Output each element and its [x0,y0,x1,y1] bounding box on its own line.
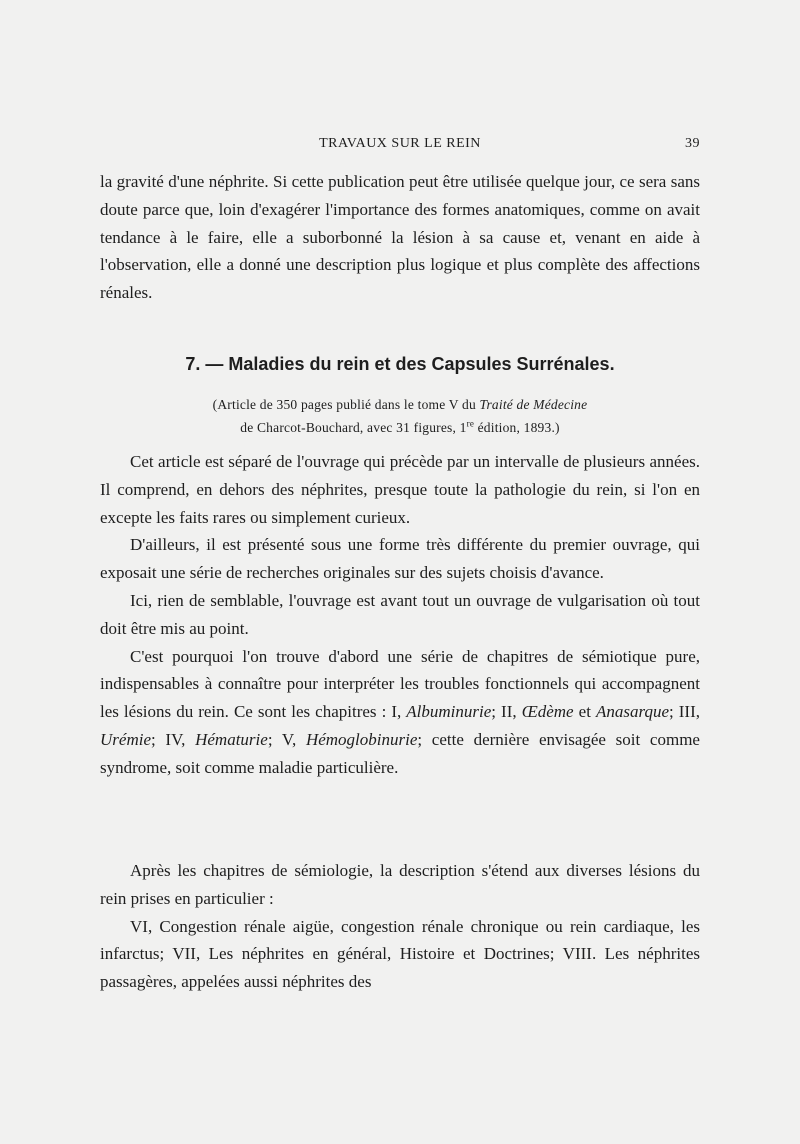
chapters-text: ; II, [491,702,522,722]
body-text-block-2 [100,857,700,996]
chapter-name: Hématurie [195,729,268,749]
body-paragraph: D'ailleurs, il est présenté sous une forme très différente du premier ouvrage, qui exposait une série de recherches originales sur des sujets choisis d'avance. [100,535,700,583]
citation [100,393,700,439]
chapter-name: Albuminurie [406,702,492,722]
chapter-name: Hémoglobinurie [305,729,418,749]
citation-line1-text: (Article de 350 pages publié dans le tome V du [212,397,480,412]
citation-superscript: re [466,418,475,429]
chapter-name: Urémie [100,729,151,749]
citation-work-title: Traité de Médecine [479,397,588,412]
citation-line2-end: édition, 1893.) [474,420,560,435]
chapters-text: ; V, [267,729,306,749]
chapters-text: ; cette dernière envisagée soit comme syndrome, soit comme maladie particulière. [100,729,700,777]
intro-paragraph-block [100,168,700,307]
body-paragraph: VI, Congestion rénale aigüe, congestion rénale chronique ou rein cardiaque, les infarctus; VII, Les néphrites en général, Histoire et Doctrines; VIII. Les néphrites passagères, appelées aussi néphrites des [100,916,700,992]
chapters-paragraph [100,643,700,782]
chapter-name: Œdème [521,702,574,722]
page-header [100,136,700,160]
body-paragraph: Après les chapitres de sémiologie, la description s'étend aux diverses lésions du rein prises en particulier : [100,861,700,908]
body-text-block [100,448,700,782]
body-paragraph: Ici, rien de semblable, l'ouvrage est avant tout un ouvrage de vulgarisation où tout doit être mis au point. [100,590,700,638]
chapters-text: ; IV, [150,729,196,749]
intro-paragraph: la gravité d'une néphrite. Si cette publication peut être utilisée quelque jour, ce sera sans doute parce que, loin d'exagérer l'importance des formes anatomiques, comme on avait tendance à le faire, elle a suborbonné la lésion à sa cause et, venant en aide à l'observation, elle a donné une description plus logique et plus complète des affections rénales. [100,172,700,303]
chapter-name: Anasarque [595,702,669,722]
chapters-text: ; III, [669,702,700,722]
page-number: 39 [685,136,700,151]
chapters-text: C'est pourquoi l'on trouve d'abord une série de chapitres de sémiotique pure, indispensables à connaître pour interpréter les troubles fonctionnels qui accompagnent les lésions du rein. Ce sont les chapitres : I, [100,646,700,722]
section-heading: 7. — Maladies du rein et des Capsules Surrénales. [185,354,615,374]
citation-line2-text: de Charcot-Bouchard, avec 31 figures, 1 [240,420,467,435]
chapters-text: et [573,702,596,722]
body-paragraph: Cet article est séparé de l'ouvrage qui précède par un intervalle de plusieurs années. Il comprend, en dehors des néphrites, presque toute la pathologie du rein, si l'on en excepte les faits rares ou simplement curieux. [100,452,700,527]
running-title: TRAVAUX SUR LE REIN [319,136,481,151]
